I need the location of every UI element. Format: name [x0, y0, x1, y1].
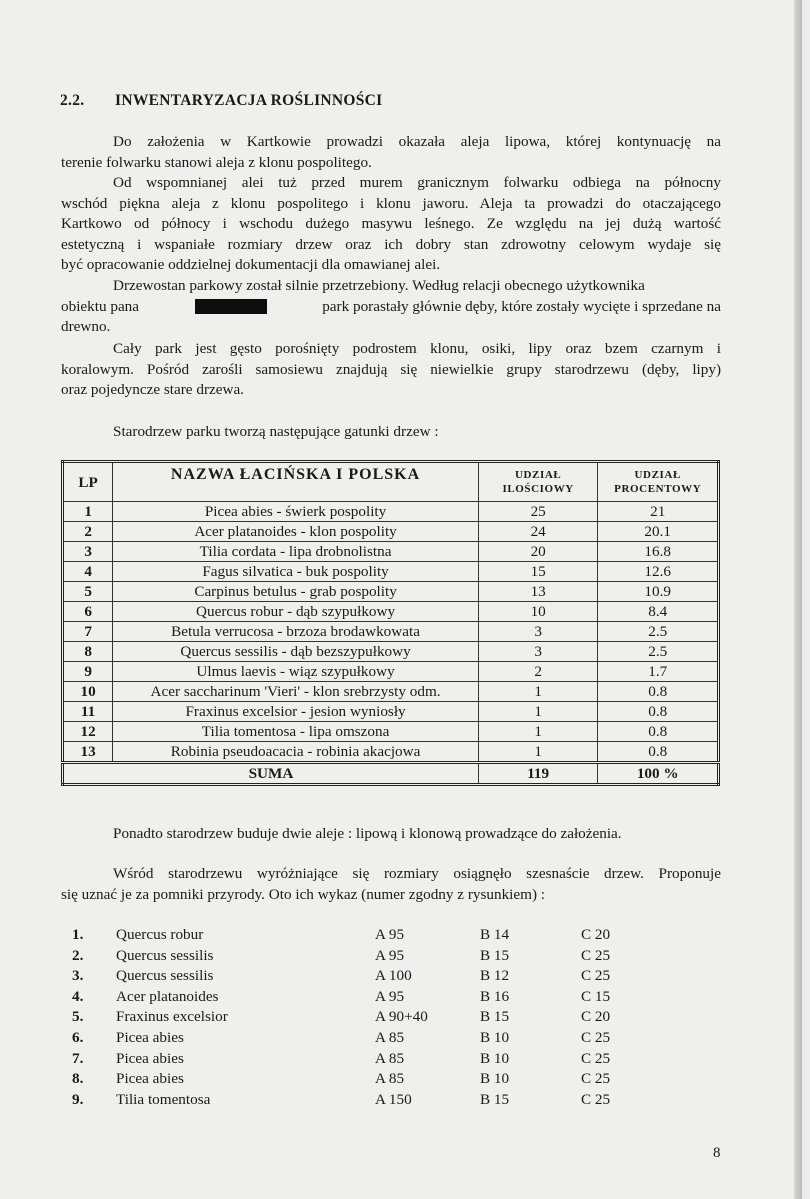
cell-name: Robinia pseudoacacia - robinia akacjowa	[113, 742, 479, 763]
paragraph-2	[61, 173, 721, 276]
text-line: estetyczną i wspaniałe rozmiary drzew oraz ich dobry stan zdrowotny celowym wydaje się	[61, 235, 721, 253]
cell-percent: 12.6	[598, 562, 719, 582]
cell-percent: 0.8	[598, 702, 719, 722]
sum-percent: 100 %	[598, 763, 719, 785]
text-line: oraz pojedyncze stare drzewa.	[61, 381, 244, 398]
list-item	[62, 1007, 722, 1028]
list-item	[62, 966, 722, 987]
cell-name: Fraxinus excelsior - jesion wyniosły	[113, 702, 479, 722]
monuments-list	[62, 925, 722, 1110]
item-number: 8.	[72, 1070, 84, 1088]
cell-quantity: 10	[478, 602, 598, 622]
page-edge	[794, 0, 802, 1199]
cell-quantity: 25	[478, 502, 598, 522]
cell-lp: 9	[63, 662, 113, 682]
item-c: C 25	[581, 946, 611, 964]
item-c: C 25	[581, 967, 611, 985]
item-a: A 100	[375, 967, 412, 985]
list-item	[62, 1090, 722, 1111]
cell-quantity: 1	[478, 682, 598, 702]
item-species: Quercus robur	[116, 926, 204, 943]
cell-quantity: 1	[478, 742, 598, 763]
text-line: drewno.	[61, 318, 111, 335]
list-item	[62, 987, 722, 1008]
section-number: 2.2.	[60, 92, 85, 109]
item-b: B 10	[480, 1070, 510, 1088]
list-item	[62, 925, 722, 946]
cell-quantity: 1	[478, 702, 598, 722]
cell-percent: 0.8	[598, 742, 719, 763]
cell-quantity: 24	[478, 522, 598, 542]
col-header-name: NAZWA ŁACIŃSKA I POLSKA	[113, 462, 479, 502]
item-number: 4.	[72, 987, 84, 1005]
cell-lp: 2	[63, 522, 113, 542]
cell-lp: 5	[63, 582, 113, 602]
item-b: B 14	[480, 926, 510, 943]
monuments-intro	[61, 864, 721, 905]
cell-percent: 20.1	[598, 522, 719, 542]
cell-lp: 8	[63, 642, 113, 662]
cell-name: Picea abies - świerk pospolity	[113, 502, 479, 522]
item-c: C 15	[581, 987, 611, 1005]
cell-lp: 11	[63, 702, 113, 722]
text-line: Do założenia w Kartkowie prowadzi okazała aleja lipowa, której kontynuację na	[113, 133, 721, 150]
table-row	[63, 702, 719, 722]
item-number: 2.	[72, 946, 84, 964]
cell-quantity: 3	[478, 642, 598, 662]
cell-quantity: 2	[478, 662, 598, 682]
cell-name: Quercus sessilis - dąb bezszypułkowy	[113, 642, 479, 662]
cell-lp: 12	[63, 722, 113, 742]
text-line: Wśród starodrzewu wyróżniające się rozmiary osiągnęło szesnaście drzew. Proponuje	[113, 865, 721, 882]
cell-lp: 1	[63, 502, 113, 522]
item-b: B 15	[480, 1008, 510, 1026]
table-sum-row	[63, 763, 719, 785]
col-header-quantity	[478, 462, 598, 502]
text-line: być opracowanie oddzielnej dokumentacji dla omawianej alei.	[61, 256, 441, 273]
cell-quantity: 20	[478, 542, 598, 562]
sum-label: SUMA	[63, 763, 479, 785]
cell-percent: 2.5	[598, 622, 719, 642]
col-header-lp: LP	[63, 462, 113, 502]
cell-percent: 16.8	[598, 542, 719, 562]
paragraph-1	[61, 132, 721, 173]
item-b: B 12	[480, 967, 510, 985]
item-c: C 20	[581, 1008, 611, 1026]
item-number: 9.	[72, 1090, 84, 1108]
text-fragment: park porastały głównie dęby, które zostały wycięte i sprzedane na	[322, 297, 721, 315]
text-line: się uznać je za pomniki przyrody. Oto ich wykaz (numer zgodny z rysunkiem) :	[61, 885, 546, 903]
after-table-text: Ponadto starodrzew buduje dwie aleje : lipową i klonową prowadzące do założenia.	[113, 825, 622, 842]
cell-percent: 8.4	[598, 602, 719, 622]
page-number: 8	[713, 1145, 721, 1161]
item-species: Picea abies	[116, 1028, 184, 1046]
list-item	[62, 1049, 722, 1070]
cell-name: Ulmus laevis - wiąz szypułkowy	[113, 662, 479, 682]
section-heading	[60, 92, 383, 110]
table-header-row	[63, 462, 719, 502]
item-number: 3.	[72, 967, 84, 985]
item-c: C 25	[581, 1049, 611, 1067]
text-line: terenie folwarku stanowi aleja z klonu pospolitego.	[61, 153, 372, 171]
item-b: B 15	[480, 946, 510, 964]
item-species: Quercus sessilis	[116, 946, 214, 964]
cell-name: Tilia tomentosa - lipa omszona	[113, 722, 479, 742]
item-c: C 25	[581, 1070, 611, 1088]
cell-lp: 3	[63, 542, 113, 562]
item-b: B 16	[480, 987, 510, 1005]
text-line: koralowym. Pośród zarośli samosiewu znajdują się niewielkie grupy starodrzewu (dęby, lipy)	[61, 360, 721, 378]
cell-percent: 2.5	[598, 642, 719, 662]
cell-quantity: 15	[478, 562, 598, 582]
cell-lp: 6	[63, 602, 113, 622]
cell-percent: 1.7	[598, 662, 719, 682]
cell-name: Quercus robur - dąb szypułkowy	[113, 602, 479, 622]
redaction-box	[195, 299, 267, 314]
item-b: B 15	[480, 1090, 510, 1108]
item-species: Acer platanoides	[116, 987, 219, 1005]
text-line	[61, 297, 721, 318]
item-b: B 10	[480, 1049, 510, 1067]
cell-lp: 4	[63, 562, 113, 582]
item-a: A 90+40	[375, 1008, 428, 1026]
text-line: wschód piękna aleja z klonu pospolitego i klonu jaworu. Aleja ta prowadzi do otaczającego	[61, 194, 721, 212]
table-row	[63, 562, 719, 582]
paragraph-4	[61, 339, 721, 401]
item-species: Picea abies	[116, 1049, 184, 1067]
item-species: Quercus sessilis	[116, 967, 214, 985]
list-item	[62, 1028, 722, 1049]
list-item	[62, 946, 722, 967]
table-row	[63, 662, 719, 682]
item-species: Tilia tomentosa	[116, 1090, 211, 1108]
item-c: C 20	[581, 926, 611, 943]
item-number: 1.	[72, 926, 84, 943]
cell-name: Fagus silvatica - buk pospolity	[113, 562, 479, 582]
cell-quantity: 1	[478, 722, 598, 742]
cell-lp: 10	[63, 682, 113, 702]
cell-percent: 0.8	[598, 682, 719, 702]
item-number: 6.	[72, 1028, 84, 1046]
item-b: B 10	[480, 1028, 510, 1046]
table-row	[63, 682, 719, 702]
item-a: A 150	[375, 1090, 412, 1108]
table-row	[63, 502, 719, 522]
item-c: C 25	[581, 1028, 611, 1046]
cell-percent: 0.8	[598, 722, 719, 742]
cell-percent: 10.9	[598, 582, 719, 602]
cell-lp: 13	[63, 742, 113, 763]
text-line: Od wspomnianej alei tuż przed murem granicznym folwarku odbiega na północny	[113, 174, 721, 191]
item-c: C 25	[581, 1090, 611, 1108]
text-line: Drzewostan parkowy został silnie przetrzebiony. Według relacji obecnego użytkownika	[113, 277, 645, 294]
item-a: A 85	[375, 1049, 405, 1067]
table-row	[63, 522, 719, 542]
cell-percent: 21	[598, 502, 719, 522]
paragraph-3	[61, 276, 721, 338]
item-a: A 95	[375, 987, 405, 1005]
item-a: A 85	[375, 1028, 405, 1046]
item-a: A 95	[375, 926, 405, 943]
col-header-percent	[598, 462, 719, 502]
table-intro: Starodrzew parku tworzą następujące gatunki drzew :	[113, 423, 439, 440]
col-header-percent-line2: PROCENTOWY	[614, 483, 702, 495]
text-line: Kartkowo od północy i wschodu dużego masywu leśnego. Ze względu na jej dużą wartość	[61, 215, 721, 232]
item-a: A 85	[375, 1070, 405, 1088]
item-number: 5.	[72, 1008, 84, 1026]
item-number: 7.	[72, 1049, 84, 1067]
item-a: A 95	[375, 946, 405, 964]
cell-name: Tilia cordata - lipa drobnolistna	[113, 542, 479, 562]
cell-name: Acer saccharinum 'Vieri' - klon srebrzysty odm.	[113, 682, 479, 702]
text-fragment: obiektu pana	[61, 297, 140, 315]
sum-quantity: 119	[478, 763, 598, 785]
col-header-percent-line1: UDZIAŁ	[634, 469, 681, 481]
cell-name: Betula verrucosa - brzoza brodawkowata	[113, 622, 479, 642]
table-row	[63, 642, 719, 662]
table-row	[63, 602, 719, 622]
table-row	[63, 542, 719, 562]
cell-lp: 7	[63, 622, 113, 642]
list-item	[62, 1069, 722, 1090]
cell-name: Acer platanoides - klon pospolity	[113, 522, 479, 542]
cell-quantity: 13	[478, 582, 598, 602]
table-row	[63, 582, 719, 602]
section-title: INWENTARYZACJA ROŚLINNOŚCI	[115, 92, 383, 109]
table-row	[63, 722, 719, 742]
col-header-quantity-line2: ILOŚCIOWY	[502, 483, 574, 495]
col-header-quantity-line1: UDZIAŁ	[514, 469, 562, 481]
cell-name: Carpinus betulus - grab pospolity	[113, 582, 479, 602]
item-species: Picea abies	[116, 1070, 184, 1088]
item-species: Fraxinus excelsior	[116, 1008, 228, 1026]
species-table	[61, 460, 720, 786]
table-row	[63, 622, 719, 642]
cell-quantity: 3	[478, 622, 598, 642]
table-row	[63, 742, 719, 763]
text-line: Cały park jest gęsto porośnięty podrostem klonu, osiki, lipy oraz bzem czarnym i	[113, 340, 721, 357]
